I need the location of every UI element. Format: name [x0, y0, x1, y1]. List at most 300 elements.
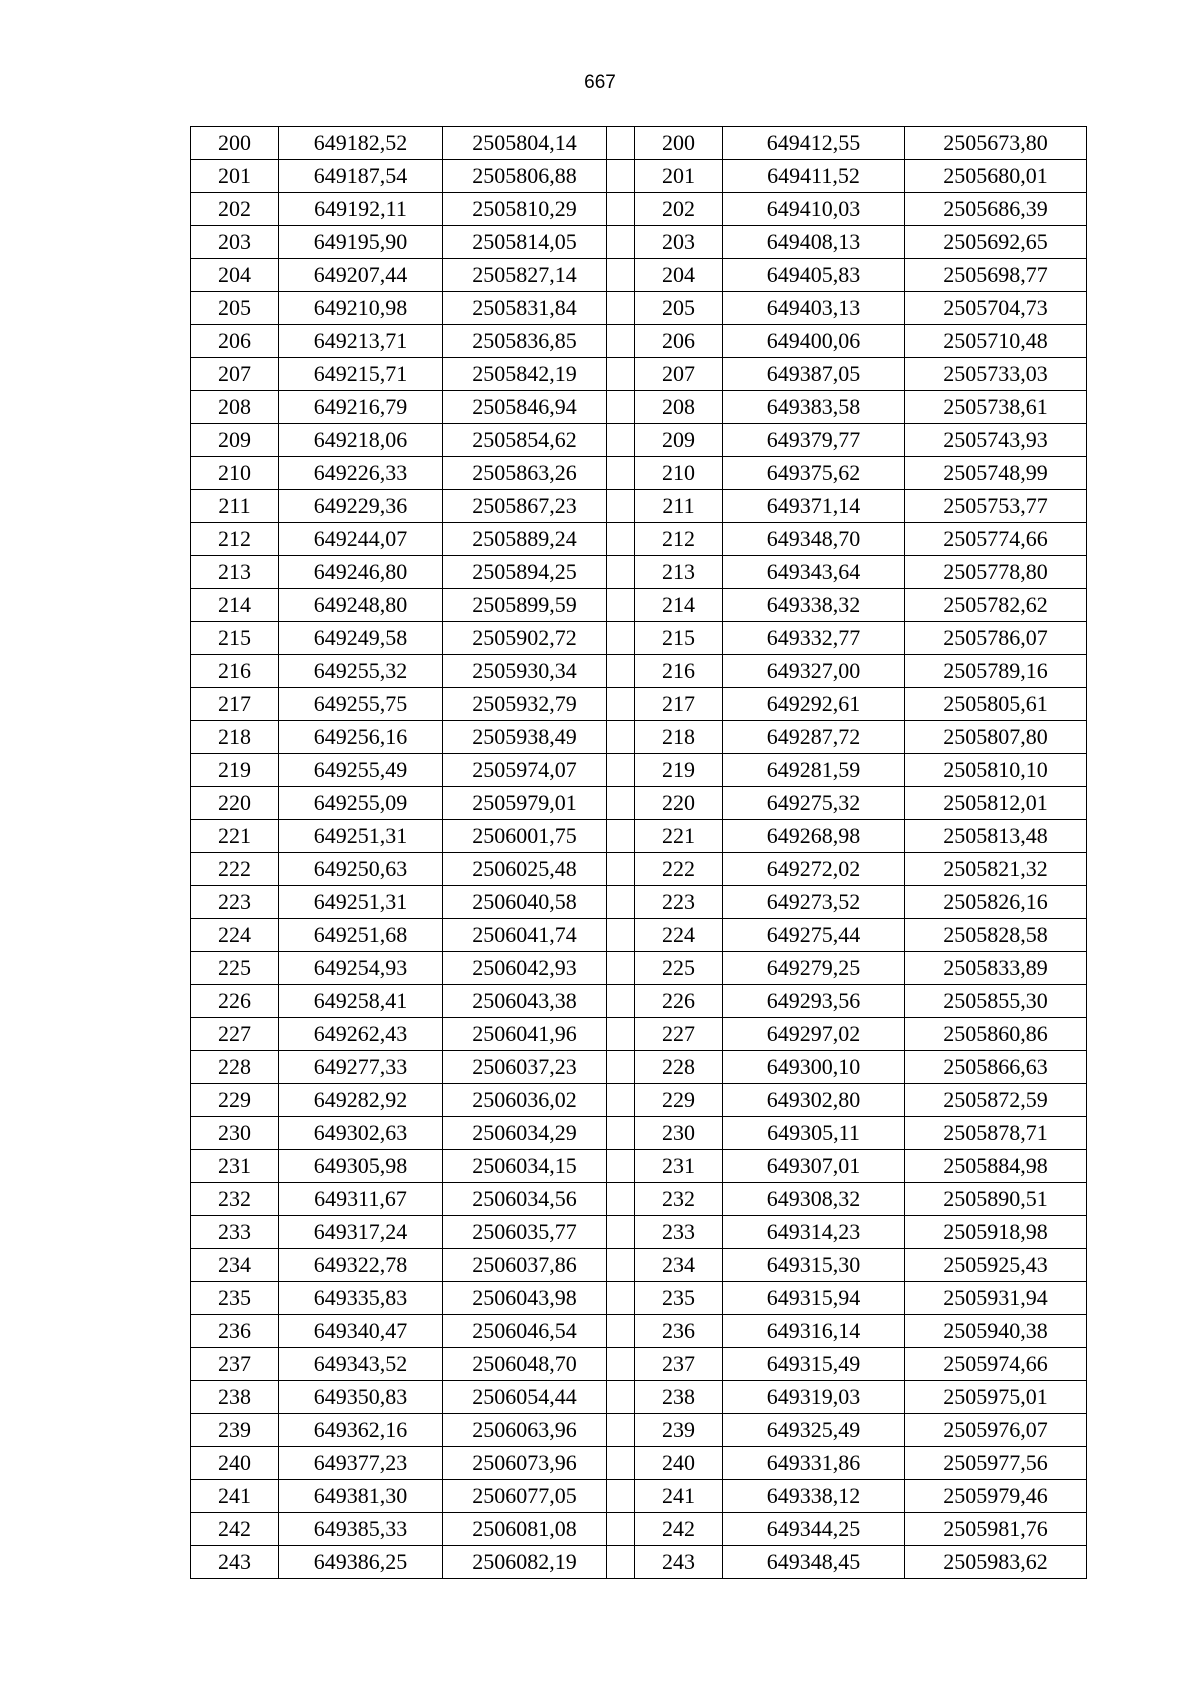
coordinates-table — [190, 126, 1087, 1579]
left-point-number-cell: 220 — [191, 787, 279, 820]
left-y-coordinate-cell: 2506034,15 — [443, 1150, 607, 1183]
table-row — [191, 952, 1087, 985]
right-x-coordinate-cell: 649307,01 — [723, 1150, 905, 1183]
table-row — [191, 1216, 1087, 1249]
table-row — [191, 886, 1087, 919]
right-point-number-cell: 218 — [635, 721, 723, 754]
table-row — [191, 754, 1087, 787]
table-row — [191, 193, 1087, 226]
left-y-coordinate-cell: 2506048,70 — [443, 1348, 607, 1381]
left-x-coordinate-cell: 649385,33 — [279, 1513, 443, 1546]
separator-cell-cell — [607, 391, 635, 424]
left-point-number-cell: 236 — [191, 1315, 279, 1348]
right-point-number-cell: 211 — [635, 490, 723, 523]
left-y-coordinate-cell: 2505836,85 — [443, 325, 607, 358]
left-point-number-cell: 215 — [191, 622, 279, 655]
right-x-coordinate-cell: 649315,30 — [723, 1249, 905, 1282]
left-y-coordinate-cell: 2506073,96 — [443, 1447, 607, 1480]
table-row — [191, 1084, 1087, 1117]
separator-cell-cell — [607, 622, 635, 655]
table-row — [191, 1051, 1087, 1084]
right-y-coordinate-cell: 2505698,77 — [905, 259, 1087, 292]
table-row — [191, 1117, 1087, 1150]
left-point-number-cell: 240 — [191, 1447, 279, 1480]
left-y-coordinate-cell: 2506035,77 — [443, 1216, 607, 1249]
separator-cell-cell — [607, 853, 635, 886]
separator-cell-cell — [607, 490, 635, 523]
right-y-coordinate-cell: 2505753,77 — [905, 490, 1087, 523]
right-x-coordinate-cell: 649297,02 — [723, 1018, 905, 1051]
table-row — [191, 523, 1087, 556]
left-y-coordinate-cell: 2506063,96 — [443, 1414, 607, 1447]
left-x-coordinate-cell: 649251,31 — [279, 886, 443, 919]
left-y-coordinate-cell: 2506042,93 — [443, 952, 607, 985]
separator-cell-cell — [607, 160, 635, 193]
right-y-coordinate-cell: 2505786,07 — [905, 622, 1087, 655]
left-y-coordinate-cell: 2506001,75 — [443, 820, 607, 853]
table-row — [191, 853, 1087, 886]
left-x-coordinate-cell: 649277,33 — [279, 1051, 443, 1084]
right-point-number-cell: 227 — [635, 1018, 723, 1051]
left-point-number-cell: 232 — [191, 1183, 279, 1216]
left-y-coordinate-cell: 2506041,96 — [443, 1018, 607, 1051]
left-x-coordinate-cell: 649226,33 — [279, 457, 443, 490]
right-x-coordinate-cell: 649281,59 — [723, 754, 905, 787]
right-point-number-cell: 236 — [635, 1315, 723, 1348]
left-y-coordinate-cell: 2505863,26 — [443, 457, 607, 490]
table-row — [191, 127, 1087, 160]
right-point-number-cell: 216 — [635, 655, 723, 688]
table-row — [191, 1381, 1087, 1414]
left-x-coordinate-cell: 649213,71 — [279, 325, 443, 358]
left-point-number-cell: 209 — [191, 424, 279, 457]
right-x-coordinate-cell: 649403,13 — [723, 292, 905, 325]
left-y-coordinate-cell: 2505938,49 — [443, 721, 607, 754]
table-row — [191, 1018, 1087, 1051]
left-x-coordinate-cell: 649244,07 — [279, 523, 443, 556]
right-point-number-cell: 225 — [635, 952, 723, 985]
coordinates-table-body — [191, 127, 1087, 1579]
separator-cell-cell — [607, 1546, 635, 1579]
right-point-number-cell: 212 — [635, 523, 723, 556]
right-point-number-cell: 235 — [635, 1282, 723, 1315]
left-y-coordinate-cell: 2505846,94 — [443, 391, 607, 424]
left-x-coordinate-cell: 649218,06 — [279, 424, 443, 457]
right-y-coordinate-cell: 2505704,73 — [905, 292, 1087, 325]
right-x-coordinate-cell: 649371,14 — [723, 490, 905, 523]
left-x-coordinate-cell: 649207,44 — [279, 259, 443, 292]
right-point-number-cell: 214 — [635, 589, 723, 622]
right-point-number-cell: 228 — [635, 1051, 723, 1084]
right-x-coordinate-cell: 649302,80 — [723, 1084, 905, 1117]
separator-cell-cell — [607, 655, 635, 688]
right-point-number-cell: 206 — [635, 325, 723, 358]
left-point-number-cell: 233 — [191, 1216, 279, 1249]
separator-cell-cell — [607, 754, 635, 787]
right-x-coordinate-cell: 649410,03 — [723, 193, 905, 226]
right-point-number-cell: 200 — [635, 127, 723, 160]
right-point-number-cell: 239 — [635, 1414, 723, 1447]
table-row — [191, 1282, 1087, 1315]
right-x-coordinate-cell: 649325,49 — [723, 1414, 905, 1447]
separator-cell-cell — [607, 820, 635, 853]
separator-cell-cell — [607, 292, 635, 325]
separator-cell-cell — [607, 1348, 635, 1381]
left-y-coordinate-cell: 2505831,84 — [443, 292, 607, 325]
right-point-number-cell: 217 — [635, 688, 723, 721]
left-x-coordinate-cell: 649249,58 — [279, 622, 443, 655]
right-x-coordinate-cell: 649411,52 — [723, 160, 905, 193]
separator-cell-cell — [607, 886, 635, 919]
left-x-coordinate-cell: 649305,98 — [279, 1150, 443, 1183]
left-point-number-cell: 210 — [191, 457, 279, 490]
left-x-coordinate-cell: 649335,83 — [279, 1282, 443, 1315]
table-row — [191, 292, 1087, 325]
left-x-coordinate-cell: 649215,71 — [279, 358, 443, 391]
left-point-number-cell: 227 — [191, 1018, 279, 1051]
left-y-coordinate-cell: 2505902,72 — [443, 622, 607, 655]
left-x-coordinate-cell: 649250,63 — [279, 853, 443, 886]
table-row — [191, 226, 1087, 259]
left-y-coordinate-cell: 2506040,58 — [443, 886, 607, 919]
left-x-coordinate-cell: 649377,23 — [279, 1447, 443, 1480]
right-y-coordinate-cell: 2505976,07 — [905, 1414, 1087, 1447]
right-y-coordinate-cell: 2505821,32 — [905, 853, 1087, 886]
separator-cell-cell — [607, 193, 635, 226]
table-row — [191, 259, 1087, 292]
right-x-coordinate-cell: 649412,55 — [723, 127, 905, 160]
left-y-coordinate-cell: 2505974,07 — [443, 754, 607, 787]
right-y-coordinate-cell: 2505974,66 — [905, 1348, 1087, 1381]
right-y-coordinate-cell: 2505774,66 — [905, 523, 1087, 556]
separator-cell-cell — [607, 787, 635, 820]
right-y-coordinate-cell: 2505812,01 — [905, 787, 1087, 820]
right-y-coordinate-cell: 2505778,80 — [905, 556, 1087, 589]
left-x-coordinate-cell: 649182,52 — [279, 127, 443, 160]
right-y-coordinate-cell: 2505884,98 — [905, 1150, 1087, 1183]
table-row — [191, 391, 1087, 424]
left-point-number-cell: 234 — [191, 1249, 279, 1282]
table-row — [191, 1183, 1087, 1216]
separator-cell-cell — [607, 424, 635, 457]
left-x-coordinate-cell: 649246,80 — [279, 556, 443, 589]
right-point-number-cell: 204 — [635, 259, 723, 292]
left-point-number-cell: 238 — [191, 1381, 279, 1414]
separator-cell-cell — [607, 721, 635, 754]
separator-cell-cell — [607, 556, 635, 589]
right-x-coordinate-cell: 649338,32 — [723, 589, 905, 622]
separator-cell-cell — [607, 226, 635, 259]
right-y-coordinate-cell: 2505743,93 — [905, 424, 1087, 457]
right-x-coordinate-cell: 649400,06 — [723, 325, 905, 358]
right-y-coordinate-cell: 2505855,30 — [905, 985, 1087, 1018]
right-y-coordinate-cell: 2505860,86 — [905, 1018, 1087, 1051]
right-point-number-cell: 205 — [635, 292, 723, 325]
left-point-number-cell: 228 — [191, 1051, 279, 1084]
left-x-coordinate-cell: 649255,75 — [279, 688, 443, 721]
right-point-number-cell: 209 — [635, 424, 723, 457]
table-row — [191, 820, 1087, 853]
separator-cell-cell — [607, 1447, 635, 1480]
right-x-coordinate-cell: 649292,61 — [723, 688, 905, 721]
left-x-coordinate-cell: 649229,36 — [279, 490, 443, 523]
separator-cell-cell — [607, 1249, 635, 1282]
right-y-coordinate-cell: 2505931,94 — [905, 1282, 1087, 1315]
left-point-number-cell: 201 — [191, 160, 279, 193]
right-y-coordinate-cell: 2505872,59 — [905, 1084, 1087, 1117]
right-point-number-cell: 222 — [635, 853, 723, 886]
left-x-coordinate-cell: 649258,41 — [279, 985, 443, 1018]
left-point-number-cell: 204 — [191, 259, 279, 292]
separator-cell-cell — [607, 1117, 635, 1150]
left-y-coordinate-cell: 2505854,62 — [443, 424, 607, 457]
separator-cell-cell — [607, 1216, 635, 1249]
separator-cell-cell — [607, 1513, 635, 1546]
left-x-coordinate-cell: 649195,90 — [279, 226, 443, 259]
right-y-coordinate-cell: 2505686,39 — [905, 193, 1087, 226]
separator-cell-cell — [607, 1315, 635, 1348]
table-row — [191, 1414, 1087, 1447]
separator-cell-cell — [607, 325, 635, 358]
right-x-coordinate-cell: 649344,25 — [723, 1513, 905, 1546]
table-row — [191, 457, 1087, 490]
left-y-coordinate-cell: 2505867,23 — [443, 490, 607, 523]
left-point-number-cell: 202 — [191, 193, 279, 226]
right-point-number-cell: 231 — [635, 1150, 723, 1183]
left-y-coordinate-cell: 2506034,56 — [443, 1183, 607, 1216]
left-point-number-cell: 243 — [191, 1546, 279, 1579]
table-row — [191, 160, 1087, 193]
left-x-coordinate-cell: 649255,49 — [279, 754, 443, 787]
right-y-coordinate-cell: 2505983,62 — [905, 1546, 1087, 1579]
left-y-coordinate-cell: 2506037,23 — [443, 1051, 607, 1084]
separator-cell-cell — [607, 259, 635, 292]
table-row — [191, 1315, 1087, 1348]
left-point-number-cell: 242 — [191, 1513, 279, 1546]
left-x-coordinate-cell: 649340,47 — [279, 1315, 443, 1348]
left-y-coordinate-cell: 2505889,24 — [443, 523, 607, 556]
separator-cell-cell — [607, 589, 635, 622]
left-y-coordinate-cell: 2506043,98 — [443, 1282, 607, 1315]
separator-cell-cell — [607, 1381, 635, 1414]
left-point-number-cell: 231 — [191, 1150, 279, 1183]
left-point-number-cell: 235 — [191, 1282, 279, 1315]
separator-cell-cell — [607, 688, 635, 721]
table-row — [191, 1480, 1087, 1513]
table-row — [191, 688, 1087, 721]
table-row — [191, 1513, 1087, 1546]
right-x-coordinate-cell: 649314,23 — [723, 1216, 905, 1249]
right-y-coordinate-cell: 2505890,51 — [905, 1183, 1087, 1216]
left-y-coordinate-cell: 2505899,59 — [443, 589, 607, 622]
left-point-number-cell: 222 — [191, 853, 279, 886]
separator-cell-cell — [607, 457, 635, 490]
right-point-number-cell: 220 — [635, 787, 723, 820]
separator-cell-cell — [607, 523, 635, 556]
right-y-coordinate-cell: 2505680,01 — [905, 160, 1087, 193]
separator-cell-cell — [607, 1414, 635, 1447]
table-row — [191, 622, 1087, 655]
separator-cell-cell — [607, 919, 635, 952]
table-row — [191, 1150, 1087, 1183]
left-point-number-cell: 237 — [191, 1348, 279, 1381]
right-x-coordinate-cell: 649279,25 — [723, 952, 905, 985]
right-x-coordinate-cell: 649338,12 — [723, 1480, 905, 1513]
left-y-coordinate-cell: 2506041,74 — [443, 919, 607, 952]
right-point-number-cell: 229 — [635, 1084, 723, 1117]
left-y-coordinate-cell: 2505930,34 — [443, 655, 607, 688]
right-x-coordinate-cell: 649331,86 — [723, 1447, 905, 1480]
right-point-number-cell: 230 — [635, 1117, 723, 1150]
right-x-coordinate-cell: 649375,62 — [723, 457, 905, 490]
right-point-number-cell: 202 — [635, 193, 723, 226]
left-point-number-cell: 216 — [191, 655, 279, 688]
table-row — [191, 424, 1087, 457]
right-x-coordinate-cell: 649273,52 — [723, 886, 905, 919]
left-point-number-cell: 205 — [191, 292, 279, 325]
right-point-number-cell: 213 — [635, 556, 723, 589]
right-y-coordinate-cell: 2505925,43 — [905, 1249, 1087, 1282]
separator-cell-cell — [607, 1183, 635, 1216]
table-row — [191, 1546, 1087, 1579]
left-y-coordinate-cell: 2505932,79 — [443, 688, 607, 721]
left-y-coordinate-cell: 2506081,08 — [443, 1513, 607, 1546]
left-y-coordinate-cell: 2505814,05 — [443, 226, 607, 259]
right-y-coordinate-cell: 2505981,76 — [905, 1513, 1087, 1546]
left-y-coordinate-cell: 2505827,14 — [443, 259, 607, 292]
left-x-coordinate-cell: 649255,09 — [279, 787, 443, 820]
left-y-coordinate-cell: 2506036,02 — [443, 1084, 607, 1117]
right-point-number-cell: 243 — [635, 1546, 723, 1579]
right-y-coordinate-cell: 2505733,03 — [905, 358, 1087, 391]
table-row — [191, 490, 1087, 523]
table-row — [191, 1348, 1087, 1381]
right-y-coordinate-cell: 2505710,48 — [905, 325, 1087, 358]
right-y-coordinate-cell: 2505692,65 — [905, 226, 1087, 259]
left-point-number-cell: 218 — [191, 721, 279, 754]
right-y-coordinate-cell: 2505918,98 — [905, 1216, 1087, 1249]
left-x-coordinate-cell: 649210,98 — [279, 292, 443, 325]
left-x-coordinate-cell: 649248,80 — [279, 589, 443, 622]
right-x-coordinate-cell: 649348,70 — [723, 523, 905, 556]
left-point-number-cell: 219 — [191, 754, 279, 787]
table-row — [191, 358, 1087, 391]
right-y-coordinate-cell: 2505810,10 — [905, 754, 1087, 787]
left-point-number-cell: 241 — [191, 1480, 279, 1513]
left-x-coordinate-cell: 649216,79 — [279, 391, 443, 424]
right-point-number-cell: 226 — [635, 985, 723, 1018]
left-x-coordinate-cell: 649254,93 — [279, 952, 443, 985]
right-point-number-cell: 223 — [635, 886, 723, 919]
right-point-number-cell: 233 — [635, 1216, 723, 1249]
left-y-coordinate-cell: 2506054,44 — [443, 1381, 607, 1414]
separator-cell-cell — [607, 1150, 635, 1183]
right-point-number-cell: 238 — [635, 1381, 723, 1414]
right-x-coordinate-cell: 649275,32 — [723, 787, 905, 820]
right-y-coordinate-cell: 2505979,46 — [905, 1480, 1087, 1513]
left-x-coordinate-cell: 649386,25 — [279, 1546, 443, 1579]
left-point-number-cell: 211 — [191, 490, 279, 523]
left-x-coordinate-cell: 649251,68 — [279, 919, 443, 952]
right-x-coordinate-cell: 649319,03 — [723, 1381, 905, 1414]
left-point-number-cell: 203 — [191, 226, 279, 259]
left-y-coordinate-cell: 2506046,54 — [443, 1315, 607, 1348]
left-point-number-cell: 230 — [191, 1117, 279, 1150]
right-x-coordinate-cell: 649343,64 — [723, 556, 905, 589]
right-point-number-cell: 210 — [635, 457, 723, 490]
right-y-coordinate-cell: 2505813,48 — [905, 820, 1087, 853]
separator-cell-cell — [607, 358, 635, 391]
left-y-coordinate-cell: 2505804,14 — [443, 127, 607, 160]
right-point-number-cell: 224 — [635, 919, 723, 952]
left-point-number-cell: 221 — [191, 820, 279, 853]
right-y-coordinate-cell: 2505807,80 — [905, 721, 1087, 754]
separator-cell-cell — [607, 1018, 635, 1051]
right-x-coordinate-cell: 649315,94 — [723, 1282, 905, 1315]
separator-cell-cell — [607, 127, 635, 160]
table-row — [191, 655, 1087, 688]
right-y-coordinate-cell: 2505673,80 — [905, 127, 1087, 160]
separator-cell-cell — [607, 1051, 635, 1084]
right-x-coordinate-cell: 649308,32 — [723, 1183, 905, 1216]
left-y-coordinate-cell: 2506025,48 — [443, 853, 607, 886]
table-row — [191, 787, 1087, 820]
right-x-coordinate-cell: 649383,58 — [723, 391, 905, 424]
right-y-coordinate-cell: 2505789,16 — [905, 655, 1087, 688]
right-point-number-cell: 208 — [635, 391, 723, 424]
left-point-number-cell: 207 — [191, 358, 279, 391]
separator-cell-cell — [607, 1282, 635, 1315]
right-point-number-cell: 240 — [635, 1447, 723, 1480]
right-x-coordinate-cell: 649327,00 — [723, 655, 905, 688]
right-x-coordinate-cell: 649387,05 — [723, 358, 905, 391]
left-x-coordinate-cell: 649255,32 — [279, 655, 443, 688]
right-x-coordinate-cell: 649316,14 — [723, 1315, 905, 1348]
left-y-coordinate-cell: 2506082,19 — [443, 1546, 607, 1579]
left-x-coordinate-cell: 649350,83 — [279, 1381, 443, 1414]
right-point-number-cell: 203 — [635, 226, 723, 259]
table-row — [191, 589, 1087, 622]
left-x-coordinate-cell: 649322,78 — [279, 1249, 443, 1282]
right-x-coordinate-cell: 649305,11 — [723, 1117, 905, 1150]
right-point-number-cell: 234 — [635, 1249, 723, 1282]
right-y-coordinate-cell: 2505866,63 — [905, 1051, 1087, 1084]
left-y-coordinate-cell: 2505842,19 — [443, 358, 607, 391]
left-x-coordinate-cell: 649192,11 — [279, 193, 443, 226]
right-point-number-cell: 219 — [635, 754, 723, 787]
left-point-number-cell: 200 — [191, 127, 279, 160]
right-point-number-cell: 215 — [635, 622, 723, 655]
right-x-coordinate-cell: 649268,98 — [723, 820, 905, 853]
right-x-coordinate-cell: 649300,10 — [723, 1051, 905, 1084]
right-x-coordinate-cell: 649379,77 — [723, 424, 905, 457]
left-point-number-cell: 225 — [191, 952, 279, 985]
right-y-coordinate-cell: 2505805,61 — [905, 688, 1087, 721]
left-x-coordinate-cell: 649262,43 — [279, 1018, 443, 1051]
left-x-coordinate-cell: 649282,92 — [279, 1084, 443, 1117]
left-x-coordinate-cell: 649311,67 — [279, 1183, 443, 1216]
right-x-coordinate-cell: 649293,56 — [723, 985, 905, 1018]
left-point-number-cell: 217 — [191, 688, 279, 721]
table-row — [191, 919, 1087, 952]
right-point-number-cell: 201 — [635, 160, 723, 193]
table-row — [191, 1447, 1087, 1480]
right-y-coordinate-cell: 2505975,01 — [905, 1381, 1087, 1414]
left-x-coordinate-cell: 649187,54 — [279, 160, 443, 193]
page-number: 667 — [584, 72, 616, 93]
left-point-number-cell: 208 — [191, 391, 279, 424]
left-x-coordinate-cell: 649317,24 — [279, 1216, 443, 1249]
